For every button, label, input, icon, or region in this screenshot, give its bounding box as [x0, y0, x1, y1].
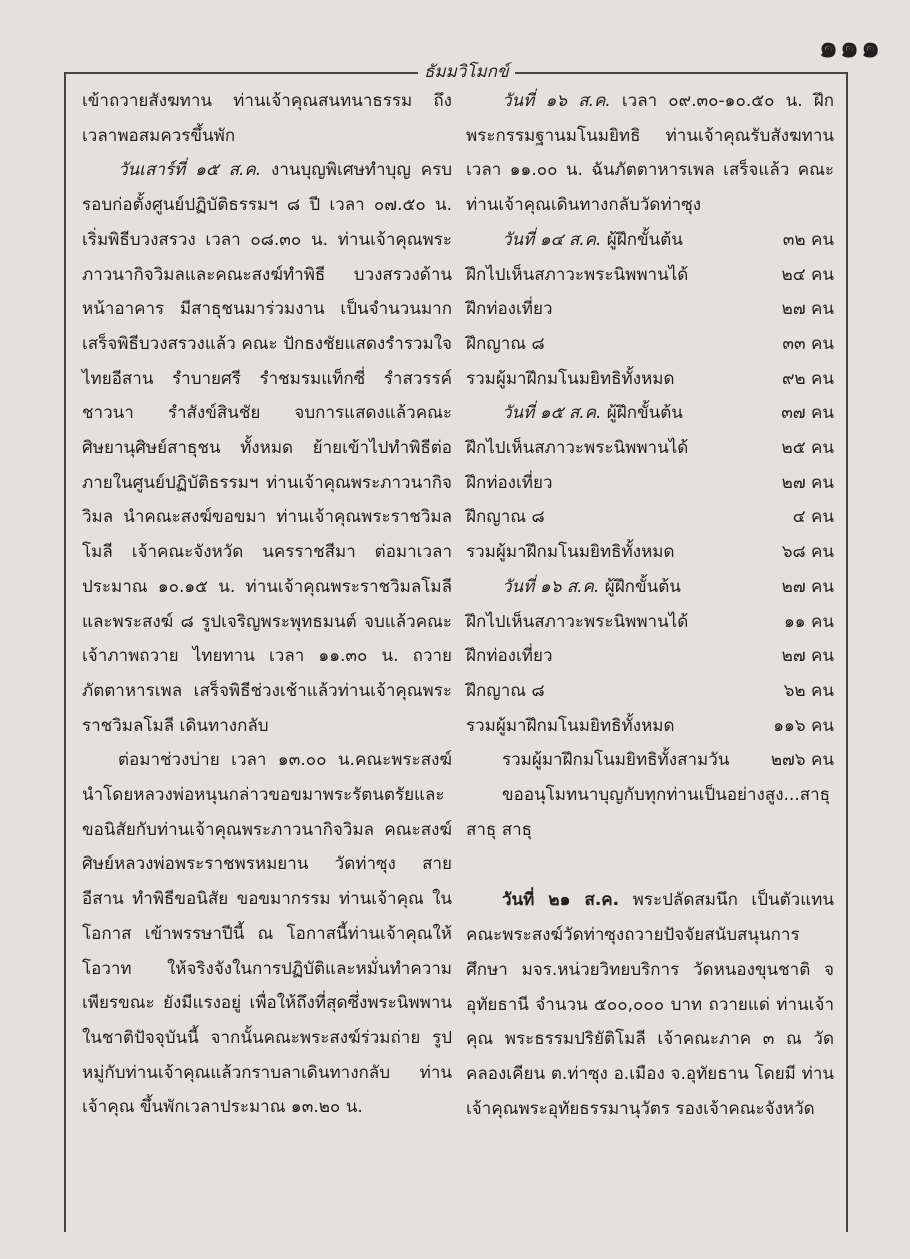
stat-row: [466, 466, 834, 501]
right-paragraph-1-text: เวลา ๐๙.๓๐-๑๐.๕๐ น. ฝึกพระกรรมฐานมโนมยิทธิ ท่านเจ้าคุณรับสังฆทาน เวลา ๑๑.๐๐ น. ฉันภัตตาหารเพล เสร็จแล้ว คณะท่านเจ้าคุณเดินทางกลับวัดท่าซุง: [466, 91, 834, 216]
stat-row: [466, 258, 834, 293]
stat-row: [466, 362, 834, 397]
stat-row: [466, 500, 834, 535]
stat-count: ๙๒ คน: [781, 368, 834, 389]
stat-label: ฝึกท่องเที่ยว: [466, 472, 553, 493]
right-paragraph-2-text: พระปลัดสมนึก เป็นตัวแทน คณะพระสงฆ์วัดท่าซุงถวายปัจจัยสนับสนุนการศึกษา มจร.หน่วยวิทยบริการ วัดหนองขุนชาติ จ อุทัยธานี จำนวน ๕๐๐,๐๐๐ บาท ถวายแด่ ท่านเจ้าคุณ พระธรรมปริยัติโมลี เจ้าคณะภาค ๓ ณ วัด คลองเคียน ต.ท่าซุง อ.เมือง จ.อุทัยธาน โดยมี ท่านเจ้าคุณพระอุทัยธรรมานุวัตร รองเจ้าคณะจังหวัด: [466, 890, 834, 1119]
right-column: [466, 84, 834, 1126]
stat-label: ฝึกท่องเที่ยว: [466, 646, 553, 667]
stat-row: [466, 639, 834, 674]
page-number: ๑๑๑: [818, 30, 882, 65]
stat-count: ๒๔ คน: [781, 264, 834, 285]
stat-row: [466, 709, 834, 744]
right-paragraph-2: [466, 883, 834, 1126]
stat-count: ๑๑ คน: [784, 611, 834, 632]
stat-label: ฝึกญาณ ๘: [466, 507, 545, 528]
left-paragraph-3: ต่อมาช่วงบ่าย เวลา ๑๓.๐๐ น.คณะพระสงฆ์ นำโดยหลวงพ่อหนุนกล่าวขอขมาพระรัตนตรัยและ ขอนิสัยกับท่านเจ้าคุณพระภาวนากิจวิมล คณะสงฆ์ ศิษย์หลวงพ่อพระราชพรหมยาน วัดท่าซุง สายอีสาน ทำพิธีขอนิสัย ขอขมากรรม ท่านเจ้าคุณ ในโอกาส เข้าพรรษาปีนี้ ณ โอกาสนี้ท่านเจ้าคุณให้โอวาท ให้จริงจังในการปฏิบัติและหมั่นทำความเพียรขณะ ยังมีแรงอยู่ เพื่อให้ถึงที่สุดซึ่งพระนิพพาน ในชาติปัจจุบันนี้ จากนั้นคณะพระสงฆ์ร่วมถ่าย รูปหมู่กับท่านเจ้าคุณแล้วกราบลาเดินทางกลับ ท่านเจ้าคุณ ขึ้นพักเวลาประมาณ ๑๓.๒๐ น.: [82, 750, 452, 1118]
stat-count: ๔ คน: [792, 507, 834, 528]
stat-count: ๒๗ คน: [781, 646, 834, 667]
stat-day1-label: ผู้ฝึกขั้นต้น: [601, 229, 683, 250]
stat-label: รวมผู้มาฝึกมโนมยิทธิทั้งหมด: [466, 368, 675, 389]
stat-row: [466, 431, 834, 466]
right-paragraph-1: [466, 84, 834, 223]
stat-count: ๒๗ คน: [781, 299, 834, 320]
stat-count: ๑๑๖ คน: [773, 715, 834, 736]
right-paragraph-1-date: วันที่ ๑๖ ส.ค.: [502, 91, 611, 111]
stat-day2-date: วันที่ ๑๕ ส.ค.: [502, 403, 602, 424]
closing-blessing: ขออนุโมทนาบุญกับทุกท่านเป็นอย่างสูง...สาธุ สาธุ สาธุ: [466, 785, 831, 840]
stat-row: [466, 605, 834, 640]
stat-row: [466, 535, 834, 570]
left-paragraph-1: เข้าถวายสังฆทาน ท่านเจ้าคุณสนทนาธรรม ถึงเวลาพอสมควรขึ้นพัก: [82, 91, 452, 146]
stat-row: [466, 674, 834, 709]
left-paragraph-2: [82, 153, 452, 743]
stat-total-label: รวมผู้มาฝึกมโนมยิทธิทั้งสามวัน: [502, 750, 730, 771]
left-column: [82, 84, 452, 1125]
stat-count: ๖๘ คน: [781, 542, 834, 563]
stat-count: ๒๕ คน: [781, 438, 834, 459]
stat-day3-date: วันที่ ๑๖ ส.ค.: [502, 576, 600, 597]
stat-count: ๒๗ คน: [781, 472, 834, 493]
left-paragraph-2-text: งานบุญพิเศษทำบุญ ครบรอบก่อตั้งศูนย์ปฏิบัติธรรมฯ ๘ ปี เวลา ๐๗.๕๐ น. เริ่มพิธีบวงสรวง เวลา ๐๘.๓๐ น. ท่านเจ้าคุณพระภาวนากิจวิมลและคณะสงฆ์ทำพิธี บวงสรวงด้านหน้าอาคาร มีสาธุชนมาร่วมงาน เป็นจำนวนมาก เสร็จพิธีบวงสรวงแล้ว คณะ ปักธงชัยแสดงรำรวมใจไทยอีสาน รำบายศรี รำชมรมแท็กซี่ รำสวรรค์ชาวนา รำสังข์สินชัย จบการแสดงแล้วคณะศิษยานุศิษย์สาธุชน ทั้งหมด ย้ายเข้าไปทำพิธีต่อภายในศูนย์ปฏิบัติธรรมฯ ท่านเจ้าคุณพระภาวนากิจวิมล นำคณะสงฆ์ขอขมา ท่านเจ้าคุณพระราชวิมลโมลี เจ้าคณะจังหวัด นครราชสีมา ต่อมาเวลาประมาณ ๑๐.๑๕ น. ท่านเจ้าคุณพระราชวิมลโมลี และพระสงฆ์ ๘ รูปเจริญพระพุทธมนต์ จบแล้วคณะเจ้าภาพถวาย ไทยทาน เวลา ๑๑.๓๐ น. ถวายภัตตาหารเพล เสร็จพิธีช่วงเช้าแล้วท่านเจ้าคุณพระราชวิมลโมลี เดินทางกลับ: [82, 160, 452, 736]
stat-label: ฝึกไปเห็นสภาวะพระนิพพานได้: [466, 264, 689, 285]
stat-label: ฝึกไปเห็นสภาวะพระนิพพานได้: [466, 611, 689, 632]
stat-row-day1: [466, 223, 834, 258]
section-gap: [466, 847, 834, 883]
stat-count: ๖๒ คน: [783, 680, 834, 701]
stat-label: ฝึกญาณ ๘: [466, 333, 545, 354]
right-paragraph-2-date: วันที่ ๒๑ ส.ค.: [502, 890, 620, 911]
stat-label: รวมผู้มาฝึกมโนมยิทธิทั้งหมด: [466, 715, 675, 736]
stat-day1-date: วันที่ ๑๔ ส.ค.: [502, 229, 602, 250]
stat-label: ฝึกญาณ ๘: [466, 680, 545, 701]
stat-total-count: ๒๗๖ คน: [770, 750, 834, 771]
header-title: ธัมมวิโมกข์: [418, 58, 515, 85]
left-paragraph-2-date: วันเสาร์ที่ ๑๕ ส.ค.: [118, 160, 262, 181]
stat-day2-label: ผู้ฝึกขั้นต้น: [601, 403, 683, 424]
stat-day1-count: ๓๒ คน: [782, 229, 834, 250]
stat-count: ๓๓ คน: [782, 333, 834, 354]
stat-day2-count: ๓๗ คน: [781, 403, 834, 424]
stat-label: ฝึกท่องเที่ยว: [466, 299, 553, 320]
stat-row-day2: [466, 396, 834, 431]
stat-day3-label: ผู้ฝึกขั้นต้น: [599, 576, 681, 597]
stat-label: รวมผู้มาฝึกมโนมยิทธิทั้งหมด: [466, 542, 675, 563]
stat-row-day3: [466, 570, 834, 605]
stat-row: [466, 292, 834, 327]
stat-row: [466, 327, 834, 362]
stat-label: ฝึกไปเห็นสภาวะพระนิพพานได้: [466, 438, 689, 459]
stat-day3-count: ๒๗ คน: [781, 576, 834, 597]
stat-row-total: [466, 743, 834, 778]
